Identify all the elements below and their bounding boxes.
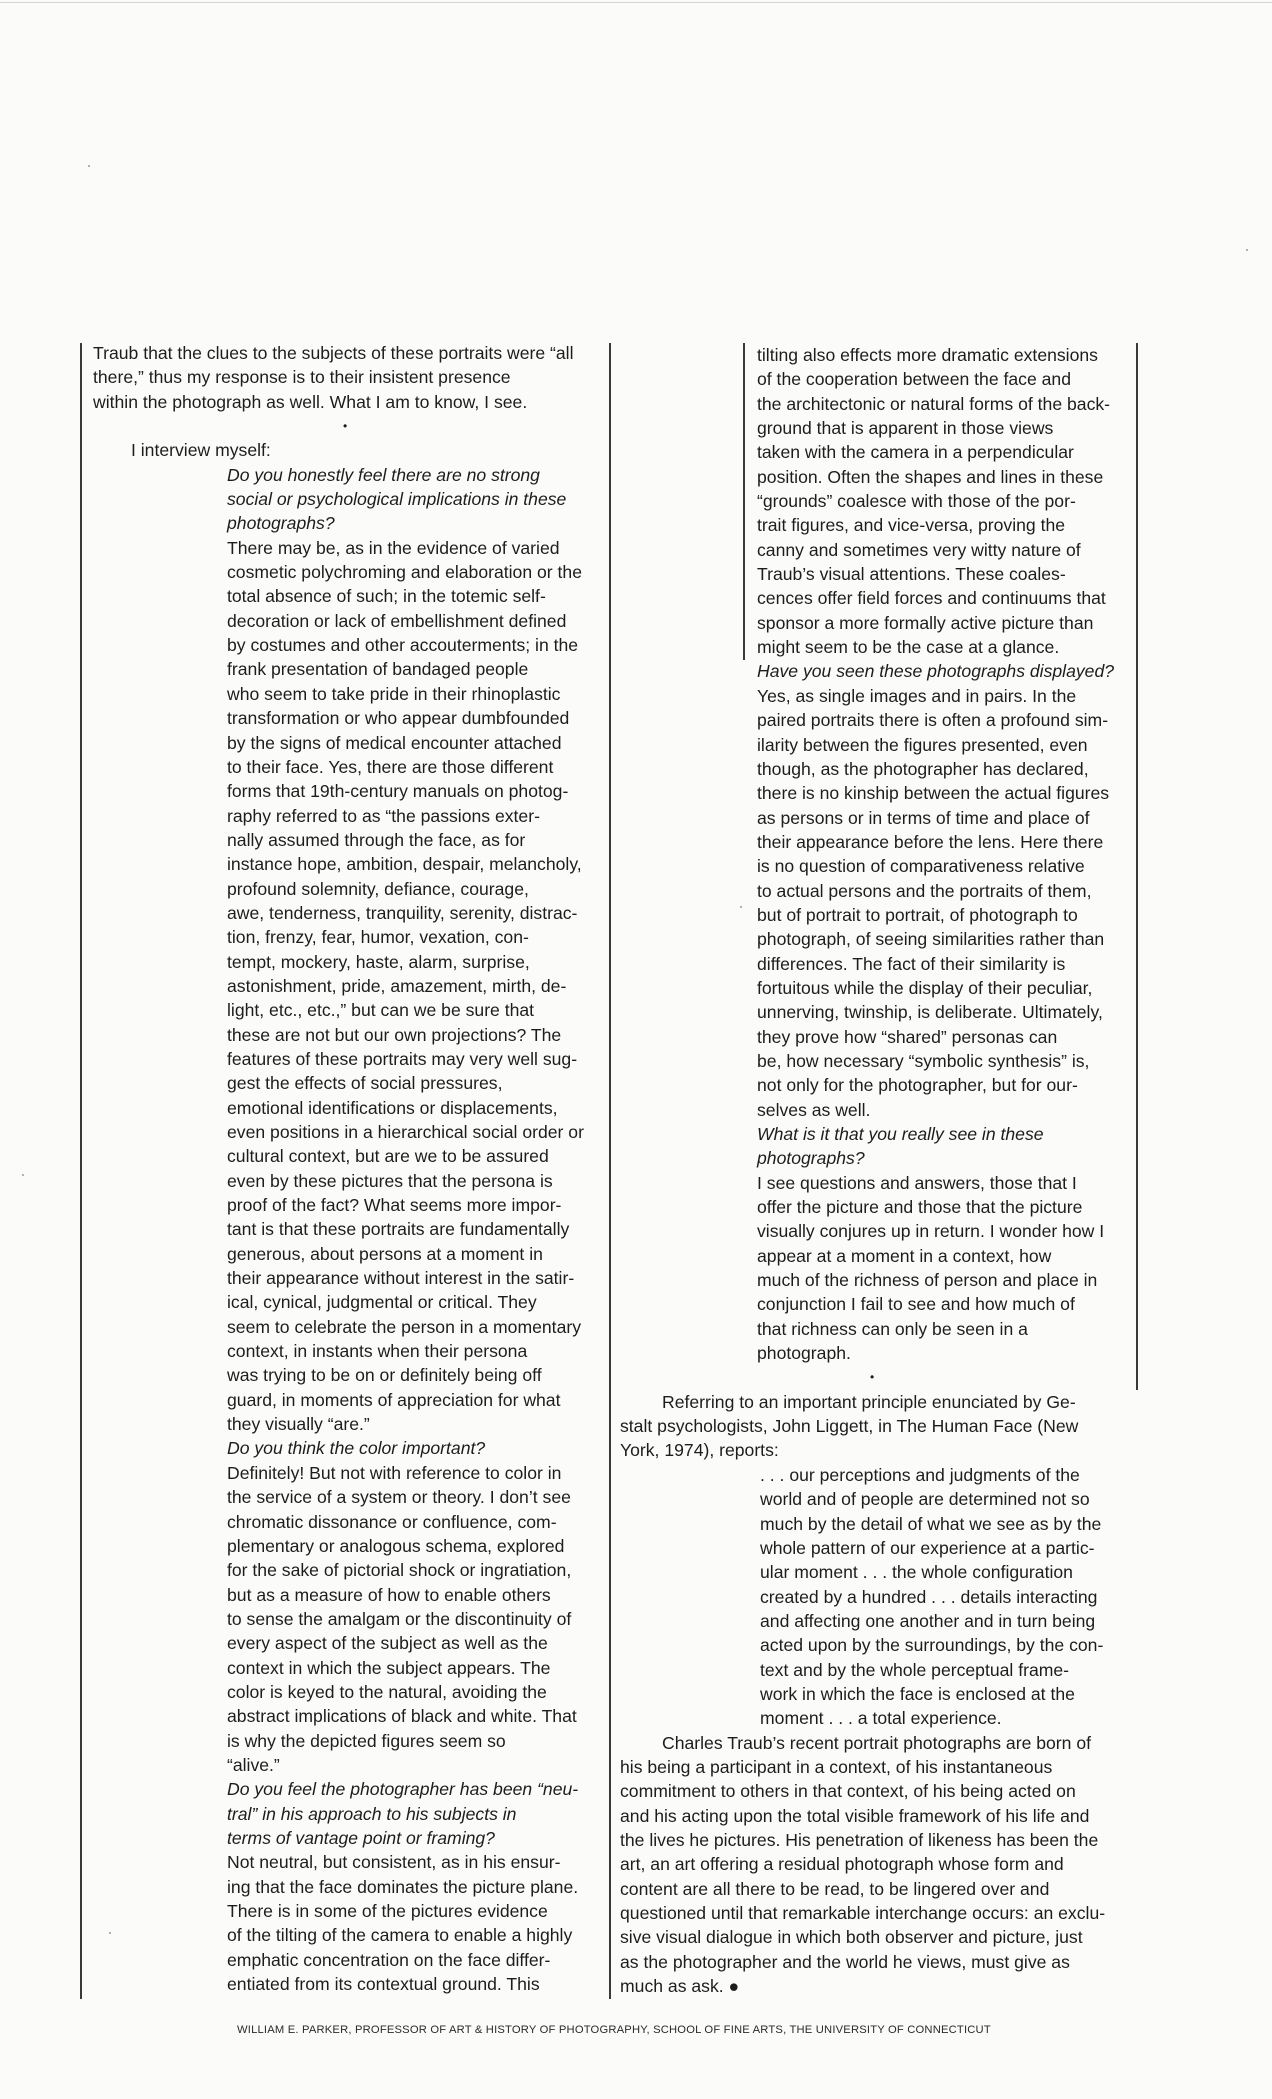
left-column-line: there,” thus my response is to their insistent presence (93, 367, 511, 388)
right-column-line: visually conjures up in return. I wonder how I (757, 1221, 1105, 1242)
right-column-line: stalt psychologists, John Liggett, in The Human Face (New (620, 1416, 1079, 1437)
right-column-line: work in which the face is enclosed at the (760, 1683, 1075, 1704)
right-column-line: Yes, as single images and in pairs. In the (757, 685, 1077, 706)
right-column-line: photograph, of seeing similarities rather than (757, 929, 1105, 950)
left-column-line: seem to celebrate the person in a momentary (227, 1316, 582, 1337)
right-column-line: ground that is apparent in those views (757, 418, 1054, 439)
right-column-line: text and by the whole perceptual frame- (760, 1659, 1070, 1680)
left-column-line: There is in some of the pictures evidence (227, 1901, 548, 1921)
right-column-line: York, 1974), reports: (620, 1440, 779, 1461)
left-column-line: profound solemnity, defiance, courage, (227, 878, 529, 899)
left-column-line: emphatic concentration on the face differ- (227, 1949, 551, 1970)
right-column-line: their appearance before the lens. Here there (757, 831, 1104, 852)
right-column-line: as the photographer and the world he views, must give as (620, 1951, 1070, 1972)
right-column-line: photograph. (757, 1343, 851, 1364)
right-column-text (620, 343, 1180, 1998)
left-column-line: photographs? (227, 513, 335, 534)
left-column-line: “alive.” (227, 1754, 280, 1775)
left-column-line: context, in instants when their persona (227, 1341, 528, 1362)
left-column-line: generous, about persons at a moment in (227, 1243, 543, 1264)
right-column-line: selves as well. (757, 1099, 871, 1120)
right-column-line: moment . . . a total experience. (760, 1708, 1002, 1729)
left-column-line: these are not but our own projections? The (227, 1024, 562, 1045)
left-column-line: awe, tenderness, tranquility, serenity, distrac- (227, 902, 578, 923)
page-top-edge (0, 2, 1272, 3)
left-column-line: total absence of such; in the totemic self- (227, 586, 546, 607)
paper-speck (88, 165, 90, 167)
right-column-line: “grounds” coalesce with those of the por- (757, 491, 1076, 512)
left-column-line: frank presentation of bandaged people (227, 659, 529, 680)
right-column-line: ilarity between the figures presented, even (757, 734, 1088, 755)
left-column-line: light, etc., etc.,” but can we be sure that (227, 1000, 535, 1021)
left-column-line: ing that the face dominates the picture plane. (227, 1876, 579, 1897)
author-credit: WILLIAM E. PARKER, PROFESSOR OF ART & HISTORY OF PHOTOGRAPHY, SCHOOL OF FINE ARTS, THE UNIVERSITY OF CONNECTICUT (237, 2024, 991, 2036)
right-column-line: unnerving, twinship, is deliberate. Ultimately, (757, 1002, 1103, 1023)
left-column-line: tion, frenzy, fear, humor, vexation, con- (227, 927, 529, 948)
right-column-line: sive visual dialogue in which both observer and picture, just (620, 1927, 1083, 1948)
left-column-line: is why the depicted figures seem so (227, 1730, 506, 1751)
left-column-rule-left (80, 343, 82, 1999)
left-column-line: astonishment, pride, amazement, mirth, de- (227, 975, 567, 996)
left-column-line: even by these pictures that the persona is (227, 1170, 553, 1191)
right-column-line: . . . our perceptions and judgments of the (760, 1464, 1080, 1485)
right-column-line: there is no kinship between the actual figures (757, 783, 1110, 804)
right-column-line: much by the detail of what we see as by the (760, 1513, 1102, 1534)
left-column-line: features of these portraits may very well sug- (227, 1048, 578, 1069)
right-column-line: might seem to be the case at a glance. (757, 637, 1060, 658)
right-column-line: Traub’s visual attentions. These coales- (757, 564, 1066, 585)
left-column-line: they visually “are.” (227, 1414, 370, 1435)
right-column-line: of the cooperation between the face and (757, 369, 1071, 390)
left-column-line: forms that 19th-century manuals on photog- (227, 781, 569, 802)
left-column-line: the service of a system or theory. I don’t see (227, 1487, 571, 1508)
right-column-line: fortuitous while the display of their peculiar, (757, 977, 1093, 998)
right-column-line: conjunction I fail to see and how much of (757, 1294, 1075, 1315)
right-column-line: to actual persons and the portraits of them, (757, 880, 1092, 901)
right-column-line: taken with the camera in a perpendicular (757, 442, 1074, 463)
left-column-line: instance hope, ambition, despair, melancholy, (227, 854, 582, 875)
left-column-line: to sense the amalgam or the discontinuity of (227, 1608, 572, 1629)
paper-speck (740, 906, 742, 908)
left-column-line: Do you honestly feel there are no strong (227, 464, 540, 485)
left-column-line: social or psychological implications in these (227, 489, 567, 510)
right-column-line: and his acting upon the total visible framework of his life and (620, 1805, 1090, 1826)
left-column-line: Definitely! But not with reference to color in (227, 1462, 562, 1483)
right-column-line: trait figures, and vice-versa, proving the (757, 515, 1066, 536)
left-column-line: context in which the subject appears. The (227, 1657, 551, 1678)
left-column-line: guard, in moments of appreciation for what (227, 1389, 561, 1410)
right-column-line: and affecting one another and in turn being (760, 1610, 1096, 1631)
right-column-line: I see questions and answers, those that I (757, 1172, 1077, 1193)
left-column-line: but as a measure of how to enable others (227, 1584, 551, 1605)
left-column-line: by the signs of medical encounter attached (227, 732, 562, 753)
section-break-bullet: • (870, 1370, 875, 1385)
right-column-line: whole pattern of our experience at a partic- (760, 1537, 1095, 1558)
right-column-line: world and of people are determined not so (760, 1489, 1090, 1510)
right-column-line: be, how necessary “symbolic synthesis” is, (757, 1050, 1090, 1071)
left-column-line: Traub that the clues to the subjects of these portraits were “all (93, 343, 574, 363)
right-column-line: acted upon by the surroundings, by the con- (760, 1635, 1104, 1656)
left-column-line: plementary or analogous schema, explored (227, 1535, 565, 1556)
right-column-line: questioned until that remarkable interchange occurs: an exclu- (620, 1903, 1106, 1923)
left-column-line: for the sake of pictorial shock or ingratiation, (227, 1560, 572, 1581)
left-column-line: raphy referred to as “the passions exter- (227, 805, 540, 826)
left-column-line: There may be, as in the evidence of varied (227, 537, 560, 558)
left-column-line: I interview myself: (131, 440, 271, 461)
right-column-line: the architectonic or natural forms of the back- (757, 393, 1111, 414)
section-break-bullet: • (343, 419, 348, 434)
right-column-line: appear at a moment in a context, how (757, 1245, 1052, 1266)
right-column-line: but of portrait to portrait, of photograph to (757, 904, 1078, 925)
right-column-line: Referring to an important principle enunciated by Ge- (662, 1391, 1076, 1412)
right-column-line: photographs? (757, 1148, 865, 1169)
left-column-line: was trying to be on or definitely being off (227, 1365, 542, 1386)
right-column-line: What is it that you really see in these (757, 1124, 1044, 1144)
right-column-line: created by a hundred . . . details interacting (760, 1586, 1098, 1607)
left-column-line: entiated from its contextual ground. This (227, 1974, 540, 1995)
left-column-line: of the tilting of the camera to enable a highly (227, 1925, 573, 1946)
right-column-line: is no question of comparativeness relative (757, 856, 1085, 877)
left-column-line: by costumes and other accouterments; in the (227, 635, 579, 656)
right-column-line: differences. The fact of their similarity is (757, 953, 1066, 974)
right-column-line: much as ask. ● (620, 1976, 740, 1997)
right-column-line: Have you seen these photographs displayed? (757, 661, 1115, 682)
left-column-line: every aspect of the subject as well as the (227, 1633, 548, 1654)
left-column-line: chromatic dissonance or confluence, com- (227, 1511, 557, 1532)
paper-speck (22, 1174, 24, 1176)
left-column-line: Do you feel the photographer has been “neu- (227, 1779, 579, 1800)
right-column-line: ular moment . . . the whole configuration (760, 1562, 1073, 1583)
right-column-line: though, as the photographer has declared, (757, 758, 1089, 779)
right-column-line: his being a participant in a context, of his instantaneous (620, 1756, 1053, 1777)
left-column-line: gest the effects of social pressures, (227, 1073, 503, 1094)
left-column-line: to their face. Yes, there are those different (227, 756, 554, 777)
right-column-line: cences offer field forces and continuums that (757, 588, 1106, 609)
left-column-line: Not neutral, but consistent, as in his ensur- (227, 1852, 561, 1873)
left-column-text (93, 341, 633, 1996)
left-column-line: transformation or who appear dumbfounded (227, 708, 570, 729)
right-column-line: tilting also effects more dramatic extensions (757, 345, 1098, 365)
right-column-line: position. Often the shapes and lines in these (757, 466, 1104, 487)
right-column-line: much of the richness of person and place in (757, 1270, 1098, 1291)
left-column-line: color is keyed to the natural, avoiding the (227, 1681, 547, 1702)
paper-speck (109, 1932, 111, 1934)
paper-speck (1246, 249, 1248, 251)
left-column-line: tempt, mockery, haste, alarm, surprise, (227, 951, 530, 972)
left-column-line: even positions in a hierarchical social order or (227, 1122, 584, 1142)
left-column-line: cultural context, but are we to be assured (227, 1146, 549, 1167)
left-column-line: who seem to take pride in their rhinoplastic (227, 683, 561, 704)
left-column-line: terms of vantage point or framing? (227, 1827, 495, 1848)
right-column-line: the lives he pictures. His penetration of likeness has been the (620, 1829, 1099, 1850)
left-column-line: proof of the fact? What seems more impor- (227, 1195, 562, 1216)
left-column-line: decoration or lack of embellishment defined (227, 610, 567, 631)
right-column-line: art, an art offering a residual photograph whose form and (620, 1854, 1064, 1875)
right-column-line: as persons or in terms of time and place of (757, 807, 1090, 828)
left-column-line: their appearance without interest in the satir- (227, 1268, 575, 1289)
left-column-line: tant is that these portraits are fundamentally (227, 1219, 570, 1240)
right-column-line: paired portraits there is often a profound sim- (757, 710, 1109, 731)
right-column-line: sponsor a more formally active picture than (757, 612, 1094, 633)
left-column-line: tral” in his approach to his subjects in (227, 1803, 517, 1824)
left-column-line: abstract implications of black and white. That (227, 1706, 577, 1727)
left-column-line: ical, cynical, judgmental or critical. They (227, 1292, 537, 1313)
right-column-line: content are all there to be read, to be lingered over and (620, 1878, 1050, 1899)
left-column-line: within the photograph as well. What I am to know, I see. (93, 391, 528, 412)
right-column-line: commitment to others in that context, of his being acted on (620, 1781, 1076, 1802)
left-column-line: cosmetic polychroming and elaboration or the (227, 562, 583, 583)
left-column-line: emotional identifications or displacements, (227, 1097, 558, 1118)
right-column-line: that richness can only be seen in a (757, 1318, 1028, 1339)
right-column-line: offer the picture and those that the picture (757, 1197, 1083, 1218)
right-column-line: canny and sometimes very witty nature of (757, 539, 1081, 560)
right-column-line: they prove how “shared” personas can (757, 1026, 1058, 1047)
left-column-line: nally assumed through the face, as for (227, 829, 526, 850)
right-column-line: not only for the photographer, but for our- (757, 1075, 1078, 1096)
left-column-line: Do you think the color important? (227, 1438, 486, 1459)
right-column-line: Charles Traub’s recent portrait photographs are born of (662, 1732, 1092, 1753)
